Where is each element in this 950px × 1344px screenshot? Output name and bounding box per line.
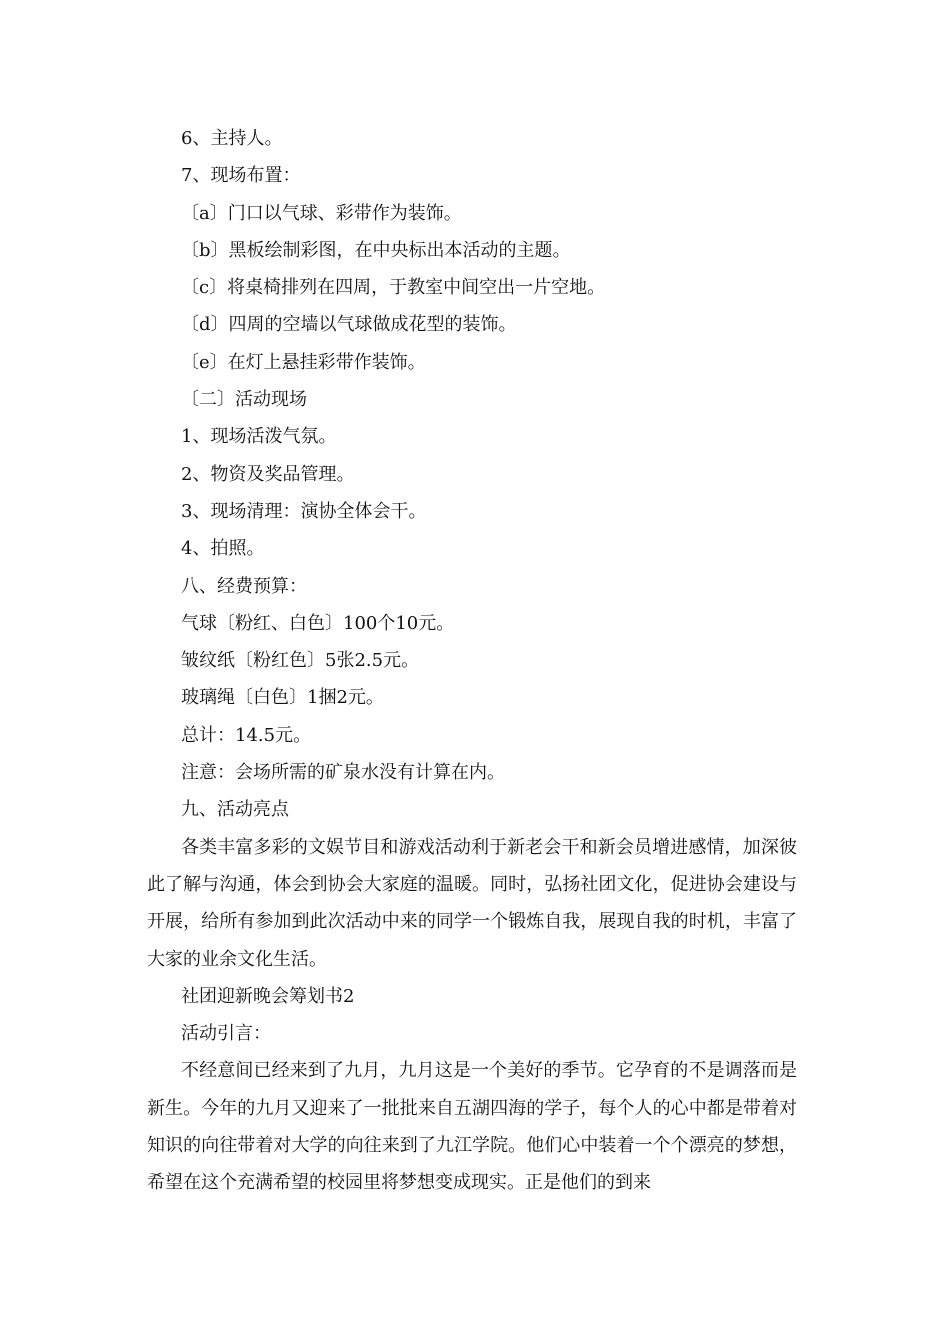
subheading-activity-site: 〔二〕活动现场	[181, 389, 307, 411]
budget-item-glass-rope: 玻璃绳〔白色〕1捆2元。	[181, 687, 384, 709]
budget-total: 总计：14.5元。	[181, 724, 312, 746]
paragraph-highlights: 各类丰富多彩的文娱节目和游戏活动利于新老会干和新会员增进感情，加深彼此了解与沟通，体会到协会大家庭的温暖。同时，弘扬社团文化，促进协会建设与开展，给所有参加到此次活动中来的同学一个锻炼自我，展现自我的时机，丰富了大家的业余文化生活。	[147, 836, 797, 970]
list-item-venue-setup: 7、现场布置：	[181, 165, 301, 187]
list-item-setup-e: 〔e〕在灯上悬挂彩带作装饰。	[181, 351, 426, 373]
intro-label: 活动引言：	[181, 1023, 271, 1045]
paragraph-intro: 不经意间已经来到了九月，九月这是一个美好的季节。它孕育的不是调落而是新生。今年的九月又迎来了一批批来自五湖四海的学子，每个人的心中都是带着对知识的向往带着对大学的向往来到了九江学院。他们心中装着一个个漂亮的梦想，希望在这个充满希望的校园里将梦想变成现实。正是他们的到来	[147, 1060, 797, 1194]
budget-note: 注意：会场所需的矿泉水没有计算在内。	[181, 762, 505, 784]
list-item-setup-c: 〔c〕将桌椅排列在四周，于教室中间空出一片空地。	[181, 277, 606, 299]
list-item-atmosphere: 1、现场活泼气氛。	[181, 426, 337, 448]
heading-highlights: 九、活动亮点	[181, 799, 289, 821]
list-item-cleanup: 3、现场清理：演协全体会干。	[181, 500, 427, 522]
document-body	[147, 120, 797, 1202]
budget-item-crepe-paper: 皱纹纸〔粉红色〕5张2.5元。	[181, 650, 420, 672]
budget-item-balloons: 气球〔粉红、白色〕100个10元。	[181, 612, 455, 634]
list-item-setup-d: 〔d〕四周的空墙以气球做成花型的装饰。	[181, 314, 517, 336]
list-item-photos: 4、拍照。	[181, 538, 265, 560]
heading-budget: 八、经费预算：	[181, 575, 307, 597]
list-item-host: 6、主持人。	[181, 128, 283, 149]
list-item-supplies: 2、物资及奖品管理。	[181, 463, 355, 485]
list-item-setup-b: 〔b〕黑板绘制彩图，在中央标出本活动的主题。	[181, 239, 571, 261]
section-title: 社团迎新晚会筹划书2	[181, 985, 355, 1007]
list-item-setup-a: 〔a〕门口以气球、彩带作为装饰。	[181, 202, 462, 224]
